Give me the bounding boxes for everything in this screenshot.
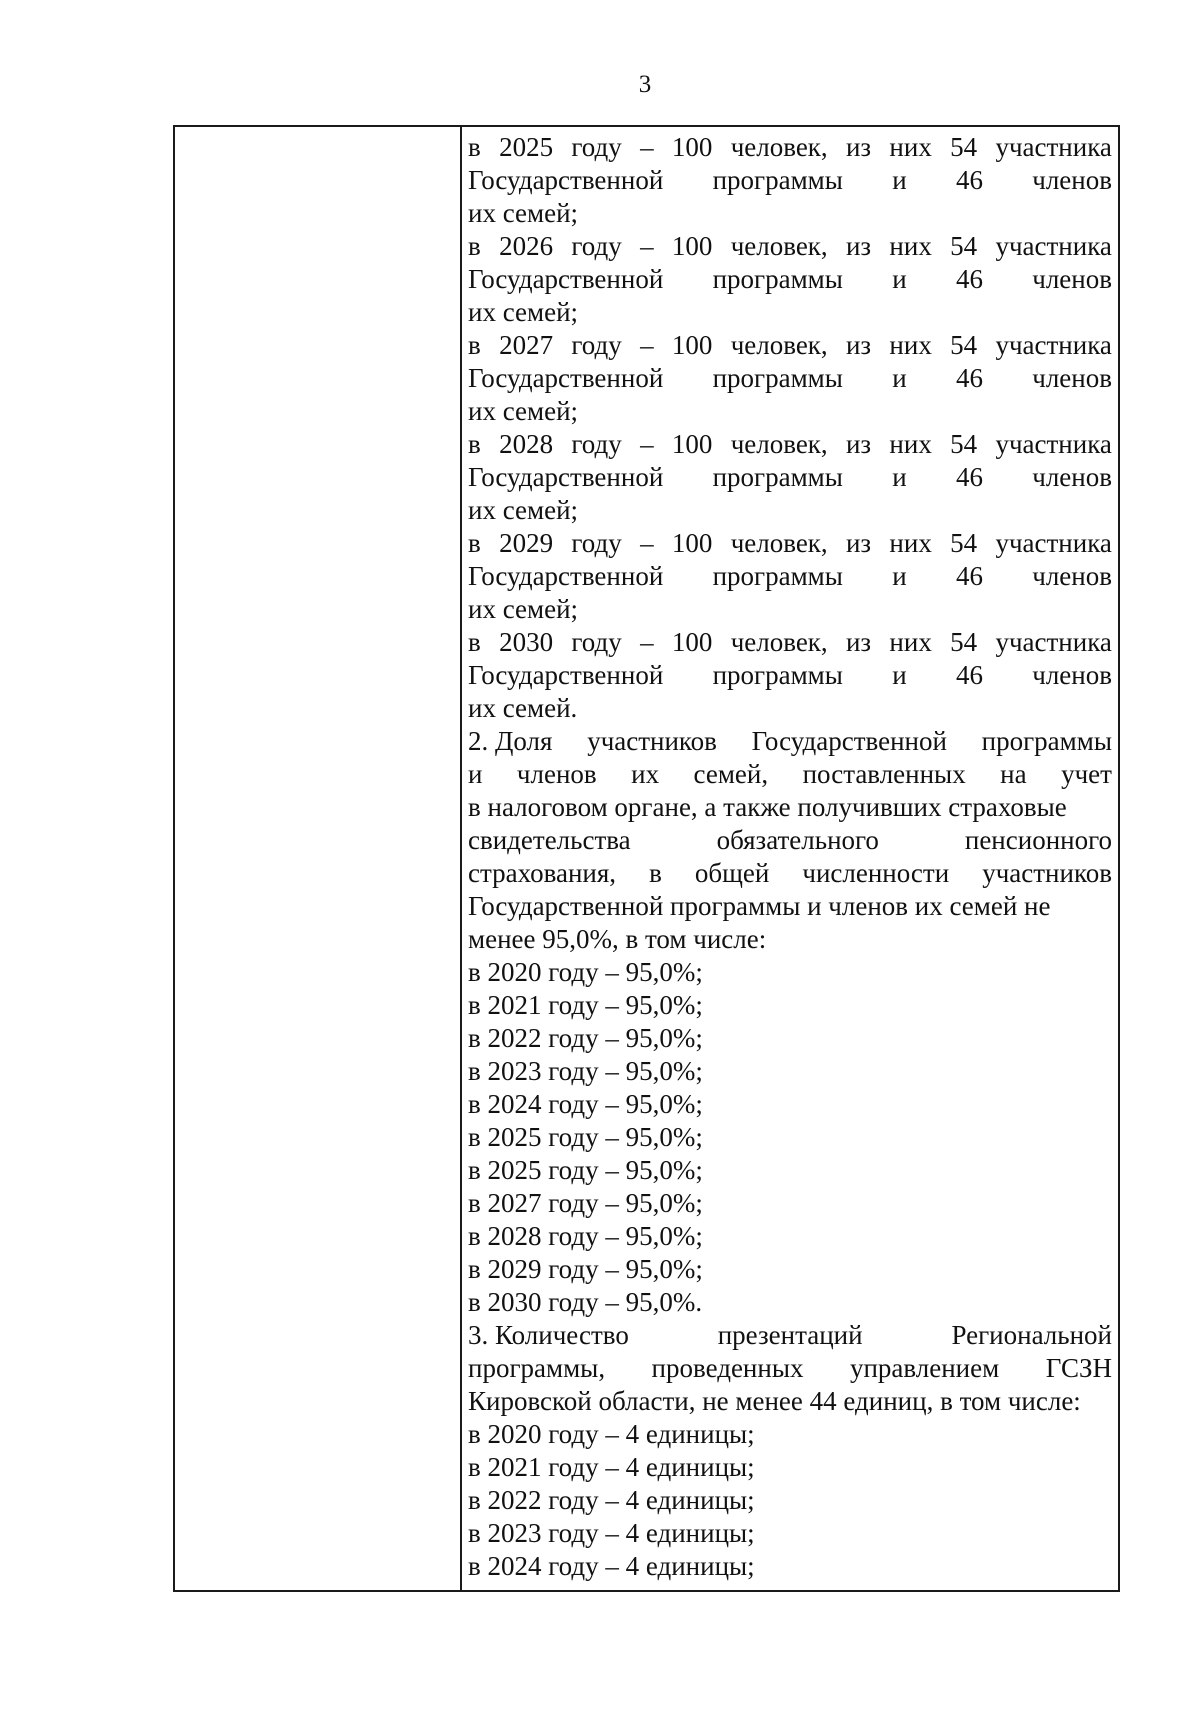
word: страхования,: [468, 858, 617, 888]
text-line: [468, 560, 1112, 593]
word: и: [892, 462, 907, 492]
word: 2030: [499, 627, 554, 657]
word: 2. Доля: [468, 726, 553, 756]
text-line: их семей.: [468, 693, 578, 723]
word: 100: [671, 528, 713, 558]
word: участников: [587, 726, 717, 756]
text-line: в 2021 году – 4 единицы;: [468, 1452, 755, 1482]
word: Региональной: [951, 1320, 1112, 1350]
word: членов: [516, 759, 597, 789]
text-line: [468, 824, 1112, 857]
word: году: [571, 528, 622, 558]
text-line: [468, 1319, 1112, 1352]
word: членов: [1032, 462, 1112, 492]
word: ГСЗН: [1045, 1353, 1112, 1383]
word: членов: [1032, 660, 1112, 690]
text-line: [468, 263, 1112, 296]
text-line: в 2022 году – 95,0%;: [468, 1023, 703, 1053]
word: на: [1000, 759, 1027, 789]
word: программы: [712, 165, 843, 195]
word: –: [640, 330, 654, 360]
word: программы: [981, 726, 1112, 756]
word: членов: [1032, 165, 1112, 195]
text-line: [468, 1352, 1112, 1385]
text-line: их семей;: [468, 495, 579, 525]
table-left-cell: [175, 127, 462, 1590]
word: членов: [1032, 264, 1112, 294]
text-line: в 2020 году – 4 единицы;: [468, 1419, 755, 1449]
word: 54: [950, 429, 978, 459]
word: Государственной: [468, 165, 664, 195]
word: участника: [995, 132, 1112, 162]
word: 2028: [499, 429, 554, 459]
word: программы: [712, 462, 843, 492]
word: 54: [950, 132, 978, 162]
word: 54: [950, 330, 978, 360]
word: участника: [995, 429, 1112, 459]
page-number: 3: [638, 71, 652, 98]
word: человек,: [730, 330, 828, 360]
word: свидетельства: [468, 825, 631, 855]
text-line: в 2030 году – 95,0%.: [468, 1287, 703, 1317]
word: в: [468, 429, 481, 459]
word: участников: [982, 858, 1112, 888]
word: программы,: [468, 1353, 606, 1383]
word: них: [889, 231, 932, 261]
word: поставленных: [802, 759, 966, 789]
text-line: [468, 725, 1112, 758]
word: и: [892, 165, 907, 195]
word: 54: [950, 528, 978, 558]
text-line: [468, 527, 1112, 560]
word: и: [892, 660, 907, 690]
word: Государственной: [468, 462, 664, 492]
word: в: [468, 330, 481, 360]
word: человек,: [730, 132, 828, 162]
word: них: [889, 429, 932, 459]
word: членов: [1032, 561, 1112, 591]
text-line: в 2025 году – 95,0%;: [468, 1122, 703, 1152]
word: из: [845, 429, 872, 459]
word: 100: [671, 132, 713, 162]
text-line: в 2024 году – 4 единицы;: [468, 1551, 755, 1581]
text-line: менее 95,0%, в том числе:: [468, 924, 767, 954]
word: –: [640, 627, 654, 657]
text-line: [468, 131, 1112, 164]
text-line: [468, 329, 1112, 362]
word: учет: [1061, 759, 1112, 789]
word: пенсионного: [964, 825, 1112, 855]
word: 2029: [499, 528, 554, 558]
word: обязательного: [716, 825, 879, 855]
word: Государственной: [468, 264, 664, 294]
word: 100: [671, 231, 713, 261]
word: году: [571, 330, 622, 360]
word: Государственной: [751, 726, 947, 756]
text-line: в 2029 году – 95,0%;: [468, 1254, 703, 1284]
word: них: [889, 330, 932, 360]
word: численности: [802, 858, 950, 888]
word: –: [640, 231, 654, 261]
word: программы: [712, 561, 843, 591]
text-line: [468, 362, 1112, 395]
word: из: [845, 330, 872, 360]
text-line: в 2024 году – 95,0%;: [468, 1089, 703, 1119]
text-line: [468, 659, 1112, 692]
text-line: в 2027 году – 95,0%;: [468, 1188, 703, 1218]
word: управлением: [849, 1353, 1000, 1383]
text-line: [468, 626, 1112, 659]
word: общей: [694, 858, 770, 888]
word: –: [640, 528, 654, 558]
word: 100: [671, 627, 713, 657]
word: –: [640, 132, 654, 162]
word: Государственной: [468, 561, 664, 591]
word: участника: [995, 627, 1112, 657]
word: в: [468, 528, 481, 558]
word: человек,: [730, 429, 828, 459]
word: из: [845, 528, 872, 558]
word: в: [468, 231, 481, 261]
word: участника: [995, 528, 1112, 558]
text-line: в 2025 году – 95,0%;: [468, 1155, 703, 1185]
text-line: в 2023 году – 95,0%;: [468, 1056, 703, 1086]
word: и: [892, 264, 907, 294]
text-line: в 2022 году – 4 единицы;: [468, 1485, 755, 1515]
word: программы: [712, 363, 843, 393]
text-line: [468, 428, 1112, 461]
word: человек,: [730, 528, 828, 558]
text-line: их семей;: [468, 198, 579, 228]
word: программы: [712, 660, 843, 690]
word: человек,: [730, 231, 828, 261]
word: 46: [955, 363, 983, 393]
word: году: [571, 627, 622, 657]
word: 46: [955, 660, 983, 690]
word: 100: [671, 429, 713, 459]
word: и: [468, 759, 483, 789]
word: них: [889, 528, 932, 558]
word: программы: [712, 264, 843, 294]
document-table: [173, 125, 1120, 1592]
word: году: [571, 231, 622, 261]
word: 46: [955, 264, 983, 294]
word: 46: [955, 561, 983, 591]
word: 54: [950, 627, 978, 657]
word: 2025: [499, 132, 554, 162]
word: и: [892, 363, 907, 393]
word: их: [631, 759, 660, 789]
text-line: в 2023 году – 4 единицы;: [468, 1518, 755, 1548]
text-line: их семей;: [468, 594, 579, 624]
word: 2027: [499, 330, 554, 360]
text-line: [468, 461, 1112, 494]
word: 3. Количество: [468, 1320, 629, 1350]
word: 2026: [499, 231, 554, 261]
word: семей,: [693, 759, 769, 789]
word: участника: [995, 231, 1112, 261]
word: в: [468, 132, 481, 162]
text-line: Кировской области, не менее 44 единиц, в том числе:: [468, 1386, 1081, 1416]
word: презентаций: [717, 1320, 863, 1350]
word: 100: [671, 330, 713, 360]
text-line: их семей;: [468, 396, 579, 426]
text-line: в налоговом органе, а также получивших страховые: [468, 792, 1067, 822]
text-line: их семей;: [468, 297, 579, 327]
text-line: [468, 857, 1112, 890]
word: проведенных: [651, 1353, 804, 1383]
word: человек,: [730, 627, 828, 657]
word: Государственной: [468, 363, 664, 393]
word: –: [640, 429, 654, 459]
table-right-cell: [462, 127, 1118, 1590]
word: из: [845, 231, 872, 261]
text-line: [468, 230, 1112, 263]
text-line: в 2021 году – 95,0%;: [468, 990, 703, 1020]
word: 46: [955, 165, 983, 195]
text-line: в 2028 году – 95,0%;: [468, 1221, 703, 1251]
word: 54: [950, 231, 978, 261]
word: 46: [955, 462, 983, 492]
word: из: [845, 132, 872, 162]
word: из: [845, 627, 872, 657]
word: Государственной: [468, 660, 664, 690]
word: членов: [1032, 363, 1112, 393]
word: них: [889, 627, 932, 657]
text-line: в 2020 году – 95,0%;: [468, 957, 703, 987]
word: и: [892, 561, 907, 591]
word: году: [571, 429, 622, 459]
word: году: [571, 132, 622, 162]
word: участника: [995, 330, 1112, 360]
word: в: [468, 627, 481, 657]
text-line: Государственной программы и членов их семей не: [468, 891, 1051, 921]
word: в: [649, 858, 662, 888]
word: них: [889, 132, 932, 162]
text-line: [468, 164, 1112, 197]
text-line: [468, 758, 1112, 791]
